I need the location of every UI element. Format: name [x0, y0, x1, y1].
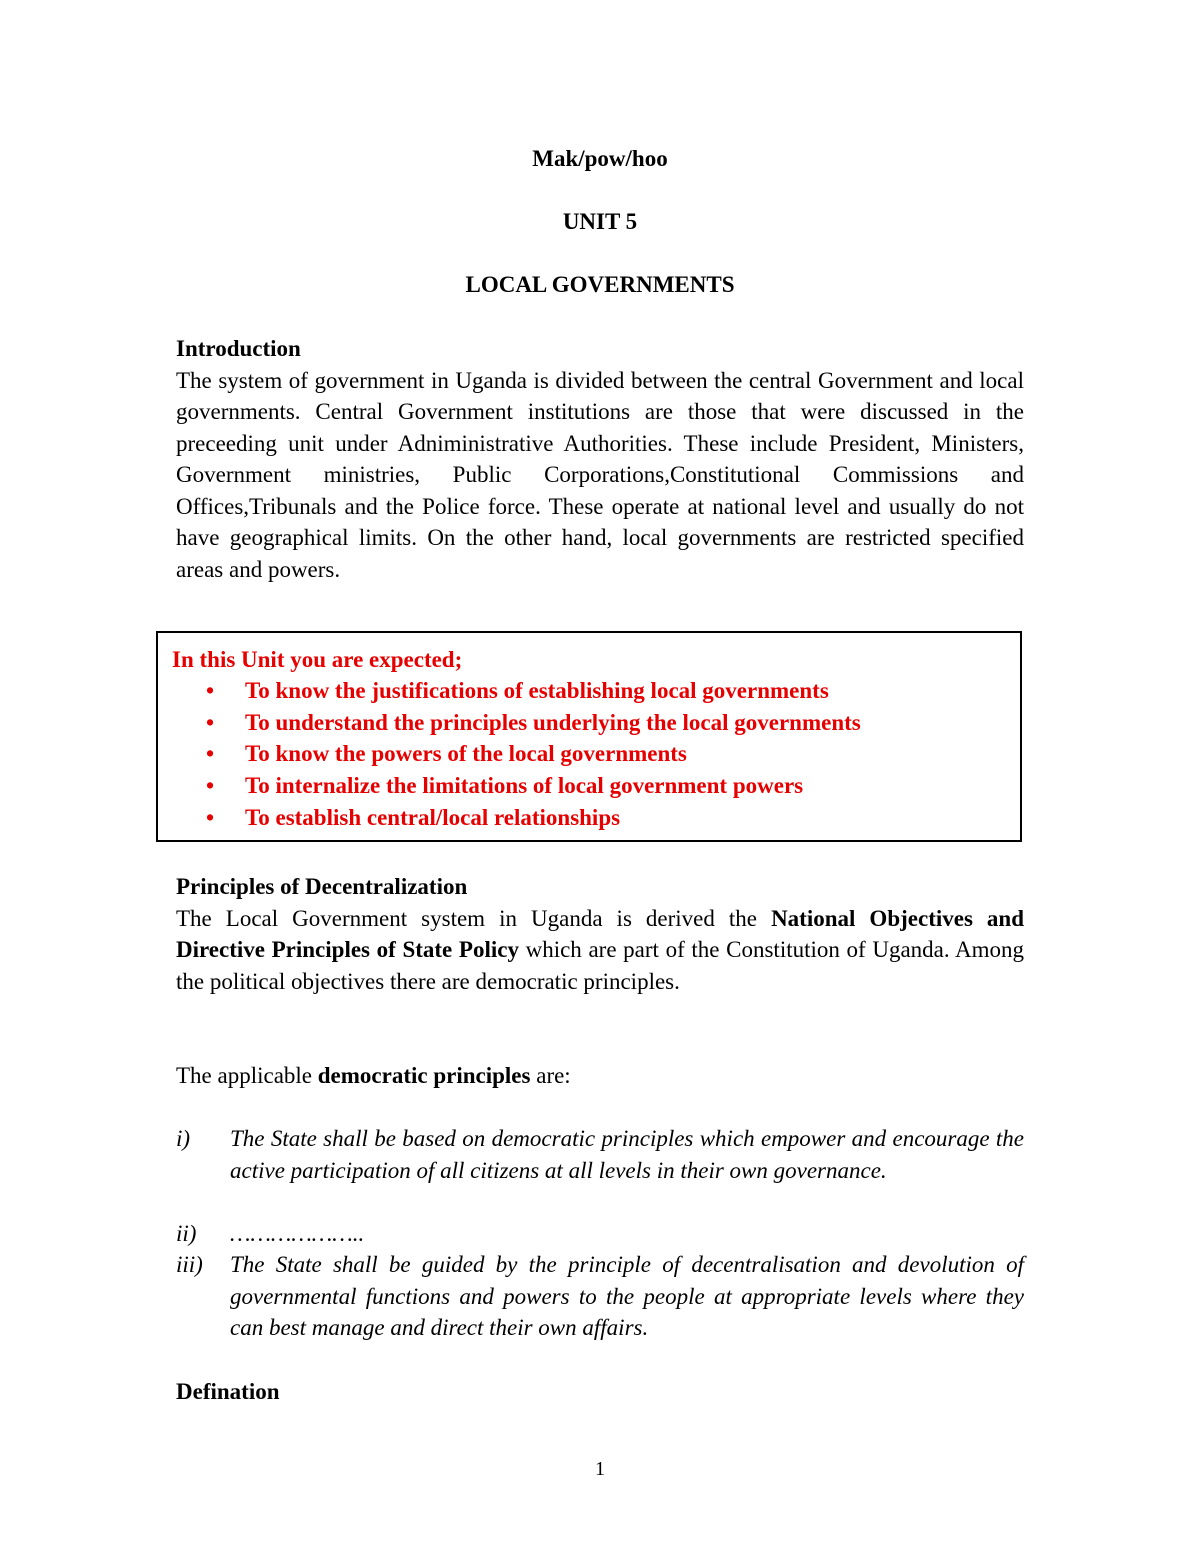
principle-text: ………………..: [230, 1221, 365, 1246]
objective-item: • To understand the principles underlying the local governments: [206, 707, 861, 739]
bullet-icon: •: [206, 804, 215, 830]
decentralization-section: [176, 871, 1024, 997]
principle-item: [176, 1249, 1024, 1344]
bullet-icon: •: [206, 773, 215, 799]
principle-text: The State shall be based on democratic principles which empower and encourage the active participation of all citizens at all levels in their own governance.: [230, 1126, 1024, 1183]
introduction-section: [176, 333, 1024, 585]
page-number: 1: [595, 1458, 605, 1480]
applicable-principles-intro: The applicable democratic principles are:: [176, 1063, 571, 1088]
objectives-title: In this Unit you are expected;: [172, 647, 463, 672]
introduction-body: The system of government in Uganda is divided between the central Government and local governments. Central Government institutions are those that were discussed in the preceeding unit under Adniministrative Authorities. These include President, Ministers, Government ministries, Public Corporations,Constitutional Commissions and Offices,Tribunals and the Police force. These operate at national level and usually do not have geographical limits. On the other hand, local governments are restricted specified areas and powers.: [176, 367, 1024, 582]
objectives-list: [206, 675, 861, 834]
principle-text: The State shall be guided by the principle of decentralisation and devolution of governmental functions and powers to the people at appropriate levels where they can best manage and direct their own affairs.: [230, 1252, 1024, 1340]
document-code: Mak/pow/hoo: [532, 146, 668, 171]
bullet-icon: •: [206, 741, 215, 767]
objective-item: • To know the justifications of establishing local governments: [206, 675, 861, 707]
objective-item: • To establish central/local relationships: [206, 802, 861, 834]
definition-heading: Defination: [176, 1379, 280, 1404]
objective-item: • To internalize the limitations of local government powers: [206, 770, 861, 802]
decentralization-heading: Principles of Decentralization: [176, 874, 468, 899]
page-title: LOCAL GOVERNMENTS: [465, 272, 735, 297]
principle-item: [176, 1123, 1024, 1186]
objective-item: • To know the powers of the local governments: [206, 738, 861, 770]
introduction-heading: Introduction: [176, 336, 301, 361]
decentralization-body: The Local Government system in Uganda is derived the National Objectives and Directive Principles of State Policy which are part of the Constitution of Uganda. Among the political objectives there are democratic principles.: [176, 905, 1025, 994]
principle-number: ii): [176, 1221, 197, 1246]
bullet-icon: •: [206, 709, 215, 735]
principle-item: [176, 1218, 1024, 1250]
unit-label: UNIT 5: [562, 209, 638, 234]
principle-number: iii): [176, 1252, 203, 1277]
objectives-box: [156, 631, 1022, 842]
principle-number: i): [176, 1126, 191, 1151]
bullet-icon: •: [206, 678, 215, 703]
